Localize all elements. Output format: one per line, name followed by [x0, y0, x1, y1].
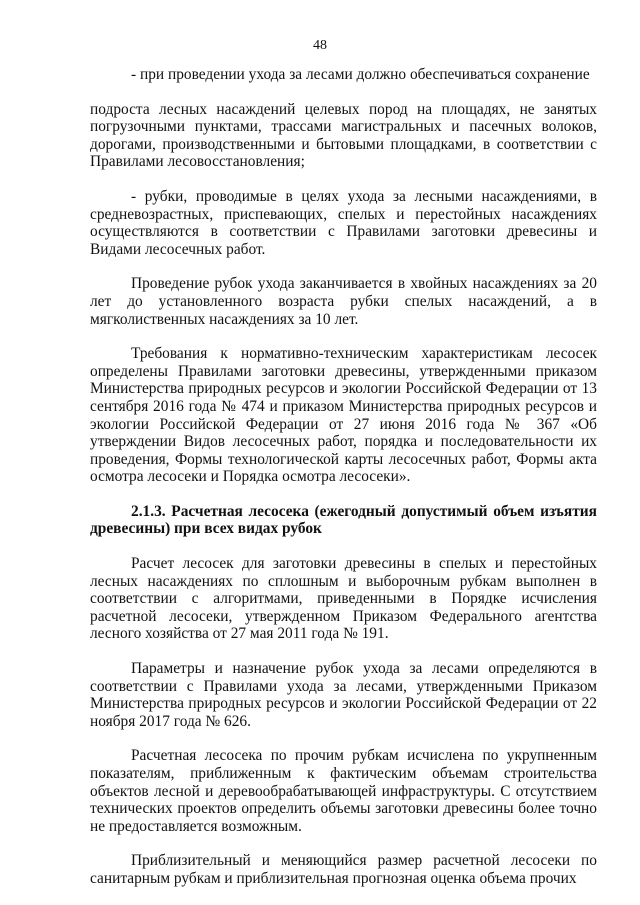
page-number: 48 — [313, 38, 327, 53]
paragraph-3: Проведение рубок ухода заканчивается в хвойных насаждениях за 20 лет до установленного возраста рубки спелых насаждений, а в мягколиственных насаждениях за 10 лет. — [90, 275, 597, 328]
paragraph-2: - рубки, проводимые в целях ухода за лесными насаждениями, в средневозрастных, приспевающих, спелых и перестойных насаждениях осуществляются в соответствии с Правилами заготовки древесины и Видами лесосечных работ. — [90, 187, 597, 258]
paragraph-1-first-line: - при проведении ухода за лесами должно обеспечиваться сохранение — [131, 66, 590, 83]
paragraph-8: Приблизительный и меняющийся размер расчетной лесосеки по санитарным рубкам и приблизительная прогнозная оценка объема прочих — [90, 852, 597, 887]
section-heading: 2.1.3. Расчетная лесосека (ежегодный допустимый объем изъятия древесины) при всех видах рубок — [90, 502, 597, 538]
paragraph-4: Требования к нормативно-техническим характеристикам лесосек определены Правилами заготовки древесины, утвержденными приказом Министерства природных ресурсов и экологии Российской Федерации от 13 сентября 2016 года № 474 и приказом Министерства природных ресурсов и экологии Российской Федерации от 27 июня 2016 года № 367 «Об утверждении Видов лесосечных работ, порядка и последовательности их проведения, Формы технологической карты лесосечных работ, Формы акта осмотра лесосеки и Порядка осмотра лесосеки». — [90, 345, 597, 486]
paragraph-5: Расчет лесосек для заготовки древесины в спелых и перестойных лесных насаждениях по сплошным и выборочным рубкам выполнен в соответствии с алгоритмами, приведенными в Порядке исчисления расчетной лесосеки, утвержденном Приказом Федерального агентства лесного хозяйства от 27 мая 2011 года № 191. — [90, 555, 597, 643]
paragraph-6: Параметры и назначение рубок ухода за лесами определяются в соответствии с Правилами ухода за лесами, утвержденными Приказом Министерства природных ресурсов и экологии Российской Федерации от 22 ноября 2017 года № 626. — [90, 660, 597, 730]
document-body — [90, 66, 597, 888]
paragraph-1-continuation: подроста лесных насаждений целевых пород на площадях, не занятых погрузочными пунктами, трассами магистральных и пасечных волоков, дорогами, производственными и бытовыми площадками, в соответствии с Правилами лесовосстановления; — [90, 100, 597, 171]
paragraph-7: Расчетная лесосека по прочим рубкам исчислена по укрупненным показателям, приближенным к фактическим объемам строительства объектов лесной и деревообрабатывающей инфраструктуры. С отсутствием технических проектов определить объемы заготовки древесины более точно не предоставляется возможным. — [90, 747, 597, 835]
